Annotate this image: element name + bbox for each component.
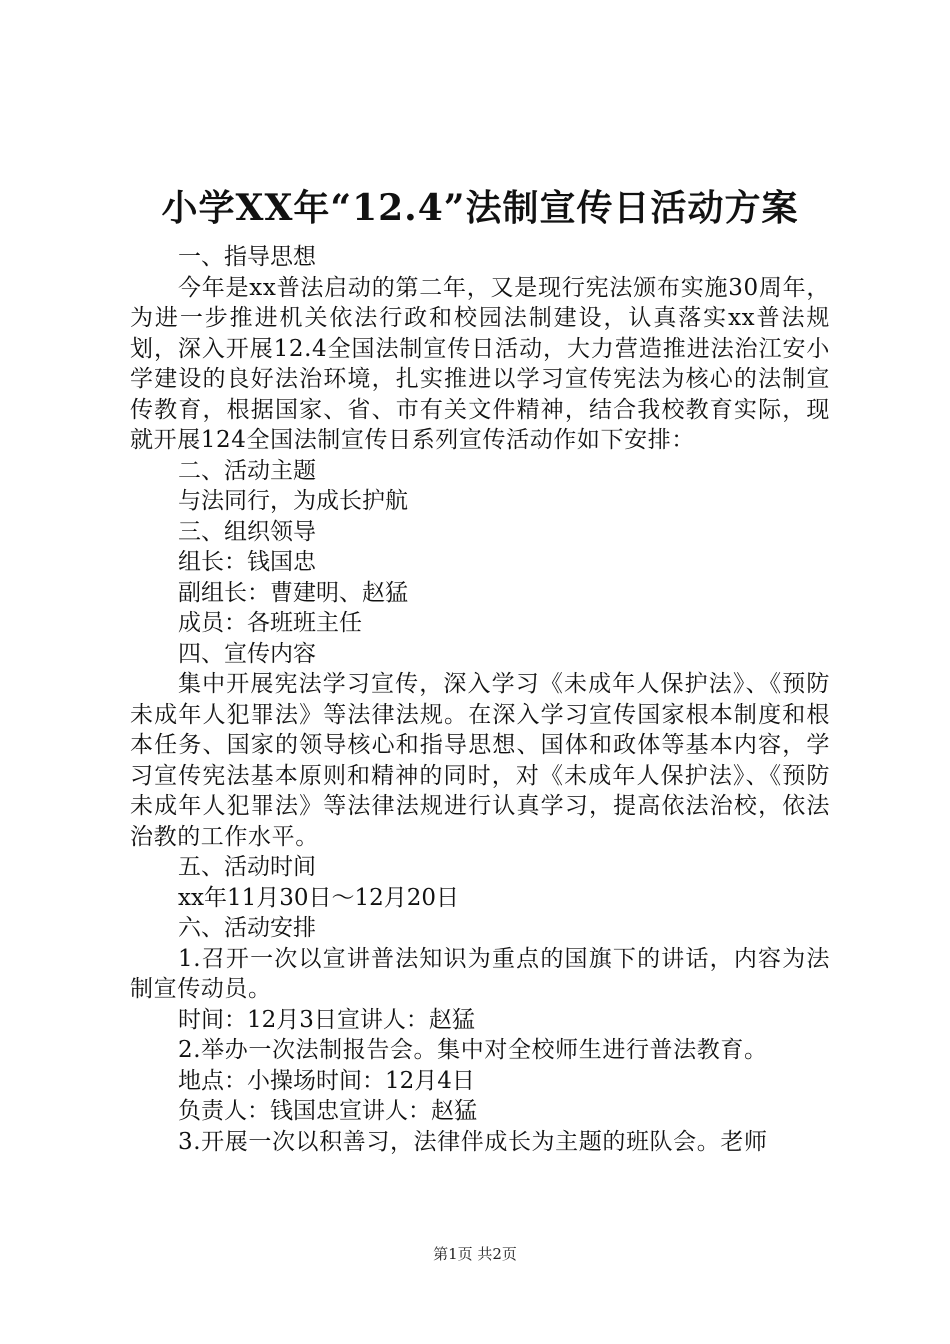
arrangement-item-2-place: 地点：小操场时间：12月4日 xyxy=(178,1067,475,1094)
section-heading-theme: 二、活动主题 xyxy=(178,457,316,484)
paragraph-content: 集中开展宪法学习宣传，深入学习《未成年人保护法》、《预防未成年人犯罪法》等法律法规。在深入学习宣传国家根本制度和根本任务、国家的领导核心和指导思想、国体和政体等基本内容，学习宣传宪法基本原则和精神的同时，对《未成年人保护法》、《预防未成年人犯罪法》等法律法规进行认真学习，提高依法治校，依法治教的工作水平。 xyxy=(130,671,830,850)
org-members: 成员：各班班主任 xyxy=(178,610,362,636)
arrangement-item-1-time: 时间：12月3日宣讲人：赵猛 xyxy=(178,1006,475,1033)
arrangement-item-2: 2.举办一次法制报告会。集中对全校师生进行普法教育。 xyxy=(178,1037,768,1063)
section-heading-guiding-ideology: 一、指导思想 xyxy=(178,244,316,270)
theme-text: 与法同行，为成长护航 xyxy=(178,488,408,514)
arrangement-item-1: 1.召开一次以宣讲普法知识为重点的国旗下的讲话，内容为法制宣传动员。 xyxy=(130,945,830,1002)
section-heading-arrangement: 六、活动安排 xyxy=(178,915,316,941)
section-heading-organization: 三、组织领导 xyxy=(178,518,316,545)
document-title: 小学XX年“12.4”法制宣传日活动方案 xyxy=(161,187,799,229)
section-heading-content: 四、宣传内容 xyxy=(178,640,316,667)
arrangement-item-3: 3.开展一次以积善习，法律伴成长为主题的班队会。老师 xyxy=(178,1128,768,1155)
paragraph-guiding-ideology: 今年是xx普法启动的第二年，又是现行宪法颁布实施30周年，为进一步推进机关依法行政和校园法制建设，认真落实xx普法规划，深入开展12.4全国法制宣传日活动，大力营造推进法治江安小学建设的良好法治环境，扎实推进以学习宣传宪法为核心的法制宣传教育，根据国家、省、市有关文件精神，结合我校教育实际，现就开展124全国法制宣传日系列宣传活动作如下安排： xyxy=(130,274,830,453)
arrangement-item-2-owner: 负责人：钱国忠宣讲人：赵猛 xyxy=(178,1098,477,1124)
org-leader: 组长：钱国忠 xyxy=(178,549,316,575)
org-deputy: 副组长：曹建明、赵猛 xyxy=(178,579,408,606)
activity-time: xx年11月30日～12月20日 xyxy=(178,884,460,911)
section-heading-time: 五、活动时间 xyxy=(178,854,316,880)
page-footer: 第1页 共2页 xyxy=(433,1245,517,1263)
document-page xyxy=(130,180,830,1157)
